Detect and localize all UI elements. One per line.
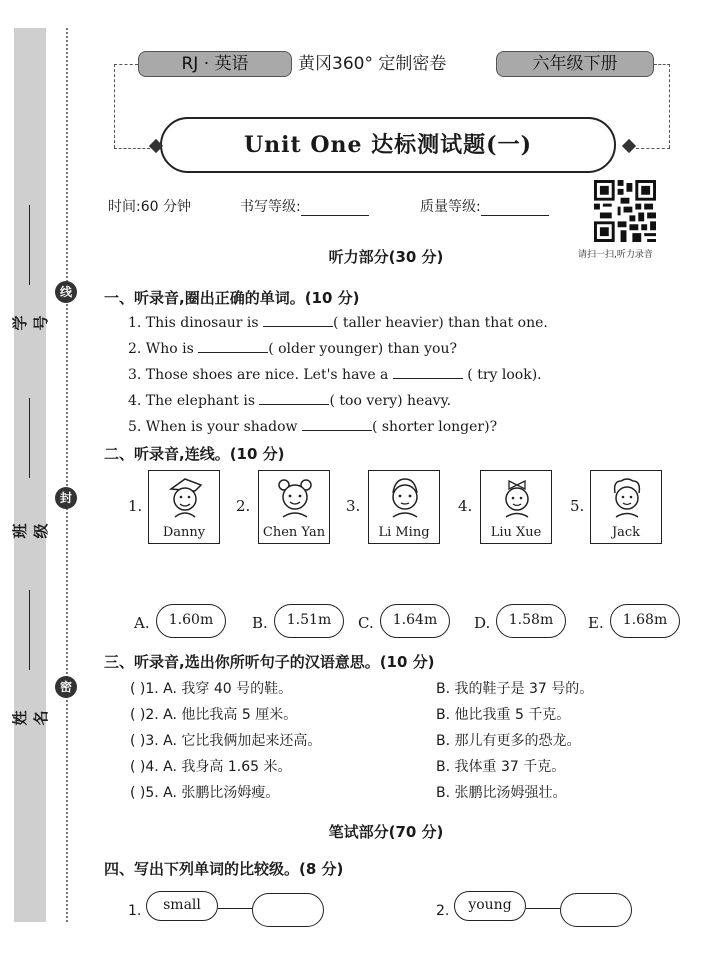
part3-item-5-b: B. 张鹏比汤姆强壮。 <box>436 785 567 801</box>
option-a[interactable]: 1.60m <box>156 604 226 638</box>
part3-item-3-b: B. 那儿有更多的恐龙。 <box>436 733 581 749</box>
pic-number-3: 3. <box>346 497 361 515</box>
picture-danny[interactable] <box>148 470 220 544</box>
part3-item-4-a[interactable]: ( )4. A. 我身高 1.65 米。 <box>130 759 292 775</box>
part3-item-2-a[interactable]: ( )2. A. 他比我高 5 厘米。 <box>130 707 298 723</box>
answer-oval-1[interactable] <box>252 893 324 927</box>
part1-item-5: 5. When is your shadow ( shorter longer)? <box>128 419 498 435</box>
option-e[interactable]: 1.68m <box>610 604 680 638</box>
pic-number-2: 2. <box>236 497 251 515</box>
part3-item-1-a[interactable]: ( )1. A. 我穿 40 号的鞋。 <box>130 681 293 697</box>
binding-dotted-line <box>66 28 68 922</box>
word-small: small <box>146 891 218 921</box>
option-letter-e: E. <box>588 614 604 632</box>
writing-grade-label: 书写等级: <box>240 199 301 215</box>
pic-number-5: 5. <box>570 497 585 515</box>
option-d[interactable]: 1.58m <box>496 604 566 638</box>
writing-grade-blank[interactable] <box>301 202 369 216</box>
pic-number-4: 4. <box>458 497 473 515</box>
part1-item-1: 1. This dinosaur is ( taller heavier) than that one. <box>128 315 548 331</box>
picture-label-liu-xue: Liu Xue <box>490 525 542 540</box>
title-diamond-right <box>622 139 636 153</box>
option-letter-a: A. <box>134 614 150 632</box>
header-dash-right-bottom <box>636 148 670 149</box>
connector-line-1 <box>218 908 252 909</box>
picture-liu-xue[interactable] <box>480 470 552 544</box>
answer-blank[interactable] <box>259 392 329 405</box>
part4-number-1: 1. <box>128 903 142 919</box>
boy-with-cap-icon <box>165 475 205 519</box>
writing-heading: 笔试部分(70 分) <box>328 823 444 841</box>
header-vdash-right <box>669 64 670 148</box>
answer-blank[interactable] <box>393 366 463 379</box>
seal-secret-mark: 密 <box>55 676 77 698</box>
part2-title: 二、听录音,连线。(10 分) <box>104 445 285 463</box>
part3-item-3-a[interactable]: ( )3. A. 它比我俩加起来还高。 <box>130 733 322 749</box>
answer-blank[interactable] <box>198 340 268 353</box>
part3-title: 三、听录音,选出你所听句子的汉语意思。(10 分) <box>104 653 435 671</box>
quality-grade-label: 质量等级: <box>420 199 481 215</box>
listening-heading: 听力部分(30 分) <box>328 248 444 266</box>
student-no-label: 学号 <box>11 315 50 331</box>
boy-curly-hair-icon <box>607 475 647 519</box>
class-label: 班级 <box>11 523 50 539</box>
option-c[interactable]: 1.64m <box>380 604 450 638</box>
grade-pill: 六年级下册 <box>496 51 654 77</box>
writing-grade <box>240 196 369 216</box>
part1-item-3: 3. Those shoes are nice. Let's have a ( try look). <box>128 367 542 383</box>
class-line <box>29 398 30 478</box>
name-line <box>29 590 30 670</box>
picture-label-danny: Danny <box>162 525 206 540</box>
word-young: young <box>454 891 526 921</box>
boy-face-icon <box>385 475 425 519</box>
qr-code-icon[interactable] <box>594 180 656 242</box>
picture-label-jack: Jack <box>611 525 641 540</box>
girl-with-buns-icon <box>275 475 315 519</box>
seal-seal-mark: 封 <box>55 487 77 509</box>
picture-label-chen-yan: Chen Yan <box>262 525 326 540</box>
connector-line-2 <box>526 908 560 909</box>
option-b[interactable]: 1.51m <box>274 604 344 638</box>
header-dash-left-bottom <box>114 148 150 149</box>
subject-pill: RJ · 英语 <box>138 51 292 77</box>
pic-number-1: 1. <box>128 497 143 515</box>
binding-strip <box>14 28 46 922</box>
part4-title: 四、写出下列单词的比较级。(8 分) <box>104 860 344 878</box>
name-label: 姓名 <box>11 710 50 726</box>
option-letter-c: C. <box>358 614 374 632</box>
answer-blank[interactable] <box>302 418 372 431</box>
series-title: 黄冈360° 定制密卷 <box>298 54 447 74</box>
picture-li-ming[interactable] <box>368 470 440 544</box>
header-dash-right <box>654 64 670 65</box>
part3-item-1-b: B. 我的鞋子是 37 号的。 <box>436 681 594 697</box>
quality-grade-blank[interactable] <box>481 202 549 216</box>
time-label: 时间:60 分钟 <box>108 199 191 215</box>
header-vdash-left <box>114 64 115 148</box>
part1-title: 一、听录音,圈出正确的单词。(10 分) <box>104 289 360 307</box>
picture-chen-yan[interactable] <box>258 470 330 544</box>
qr-caption: 请扫一扫,听力录音 <box>578 250 653 260</box>
part3-item-4-b: B. 我体重 37 千克。 <box>436 759 566 775</box>
answer-blank[interactable] <box>263 314 333 327</box>
option-letter-b: B. <box>252 614 268 632</box>
part3-item-2-b: B. 他比我重 5 千克。 <box>436 707 571 723</box>
picture-jack[interactable] <box>590 470 662 544</box>
part1-item-2: 2. Who is ( older younger) than you? <box>128 341 457 357</box>
option-letter-d: D. <box>474 614 491 632</box>
header-dash-left <box>114 64 138 65</box>
picture-label-li-ming: Li Ming <box>378 525 430 540</box>
student-no-line <box>29 205 30 285</box>
part4-number-2: 2. <box>436 903 450 919</box>
page-title: Unit One 达标测试题(一) <box>244 132 532 158</box>
girl-with-bow-icon <box>497 475 537 519</box>
part3-item-5-a[interactable]: ( )5. A. 张鹏比汤姆瘦。 <box>130 785 280 801</box>
quality-grade <box>420 196 549 216</box>
answer-oval-2[interactable] <box>560 893 632 927</box>
part1-item-4: 4. The elephant is ( too very) heavy. <box>128 393 452 409</box>
seal-line-mark: 线 <box>55 281 77 303</box>
